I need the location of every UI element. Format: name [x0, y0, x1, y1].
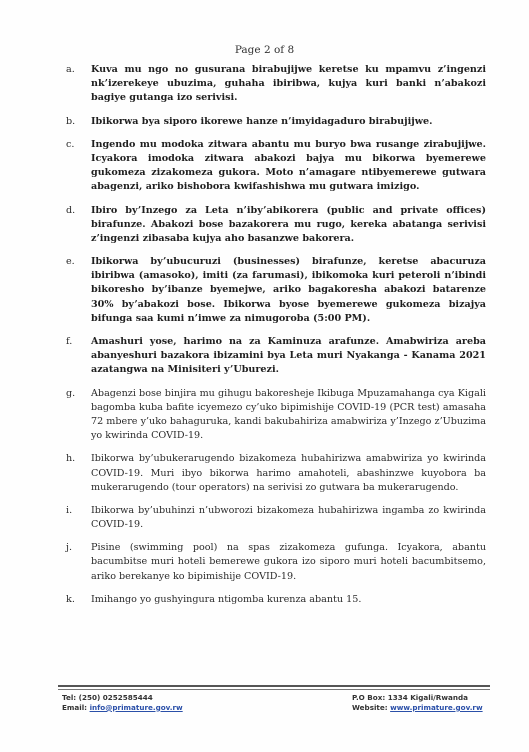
- item-text: Pisine (swimming pool) na spas zizakomeza gufunga. Icyakora, abantu bacumbitse muri hoteli bemerewe gukora izo siporo muri hoteli bacumbitsemo, ariko berekanye ko bipimishije COVID-19.: [91, 542, 486, 582]
- footer-website-label: Website:: [352, 702, 391, 712]
- list-item-a: [66, 63, 486, 106]
- item-text: Kuva mu ngo no gusurana birabujijwe keretse ku mpamvu z’ingenzi nk’izerekeye ubuzima, guhaha ibiribwa, kujya kuri banki n’abakozi bagiye gutanga izo serivisi.: [91, 64, 486, 104]
- footer-divider-thin: [58, 689, 490, 690]
- footer-email-link[interactable]: info@primature.gov.rw: [89, 702, 183, 712]
- footer-divider: [58, 685, 490, 687]
- footer-email-line: [62, 703, 183, 713]
- item-letter: e.: [66, 256, 75, 268]
- item-letter: k.: [66, 593, 75, 605]
- item-text: Amashuri yose, harimo na za Kaminuza arafunze. Amabwiriza areba abanyeshuri bazakora ibizamini bya Leta muri Nyakanga - Kanama 2021 azatangwa na Minisiteri y’Uburezi.: [91, 336, 486, 376]
- item-text: Ibikorwa by’ubukerarugendo bizakomeza hubahirizwa amabwiriza yo kwirinda COVID-19. Muri ibyo bikorwa harimo amahoteli, abashinzwe kuyobora ba mukerarugendo (tour operators) na serivisi zo gutwara ba mukerarugendo.: [91, 453, 486, 493]
- item-letter: j.: [66, 542, 73, 554]
- list-item-d: [66, 204, 486, 247]
- list-item-f: [66, 335, 486, 378]
- item-text: Ibikorwa by’ubuhinzi n’ubworozi bizakomeza hubahirizwa ingamba zo kwirinda COVID-19.: [91, 504, 486, 531]
- footer-email-label: Email:: [62, 702, 90, 712]
- list-item-c: [66, 138, 486, 195]
- item-text: Ingendo mu modoka zitwara abantu mu buryo bwa rusange zirabujijwe. Icyakora imodoka zitwara abakozi bajya mu bikorwa byemerewe gukomeza zizakomeza gukora. Moto n’amagare ntibyemerewe gutwara abagenzi, ariko bishobora kwifashishwa mu gutwara imizigo.: [91, 138, 486, 193]
- footer-contact-right: [352, 693, 483, 712]
- item-letter: b.: [66, 115, 76, 127]
- list-item-j: [66, 541, 486, 584]
- item-text: Imihango yo gushyingura ntigomba kurenza abantu 15.: [91, 593, 362, 605]
- item-text: Ibiro by’Inzego za Leta n’iby’abikorera (public and private offices) birafunze. Abakozi bose bazakorera mu rugo, kereka abatanga serivisi z’ingenzi zibasaba kujya aho basanzwe bakorera.: [91, 204, 486, 244]
- item-letter: g.: [66, 387, 76, 399]
- list-item-b: [66, 115, 486, 129]
- list-item-i: [66, 504, 486, 532]
- page-number: Page 2 of 8: [234, 44, 295, 56]
- item-text: Abagenzi bose binjira mu gihugu bakoresheje Ikibuga Mpuzamahanga cya Kigali bagomba kuba bafite icyemezo cy’uko bipimishije COVID-19 (PCR test) amasaha 72 mbere y’uko bahaguruka, kandi bakubahiriza amabwiriza y’Inzego z’Ubuzima yo kwirinda COVID-19.: [91, 387, 486, 442]
- footer-contact-left: [62, 693, 183, 712]
- footer-pobox: P.O Box: 1334 Kigali/Rwanda: [352, 693, 468, 702]
- list-item-e: [66, 255, 486, 326]
- item-letter: a.: [66, 64, 75, 75]
- footer-website-line: [352, 703, 483, 713]
- directive-list: [66, 63, 486, 607]
- list-item-g: [66, 387, 486, 444]
- item-text: Ibikorwa by’ubucuruzi (businesses) birafunze, keretse abacuruza ibiribwa (amasoko), imiti (za farumasi), ibikomoka kuri peteroli n’ibindi bikoresho by’ibanze byemejwe, ariko bagakoresha abakozi batarenze 30% by’abakozi bose. Ibikorwa byose byemerewe gukomeza bizajya bifunga saa kumi n’imwe za nimugoroba (5:00 PM).: [91, 256, 486, 324]
- item-letter: c.: [66, 138, 75, 150]
- footer-tel: Tel: (250) 0252585444: [62, 693, 153, 702]
- item-letter: f.: [66, 336, 73, 347]
- item-letter: h.: [66, 453, 76, 465]
- list-item-k: [66, 593, 486, 607]
- footer-website-link[interactable]: www.primature.gov.rw: [390, 702, 483, 712]
- list-item-h: [66, 452, 486, 495]
- item-letter: d.: [66, 204, 76, 216]
- item-letter: i.: [66, 504, 73, 516]
- item-text: Ibikorwa bya siporo ikorewe hanze n’imyidagaduro birabujijwe.: [91, 115, 433, 127]
